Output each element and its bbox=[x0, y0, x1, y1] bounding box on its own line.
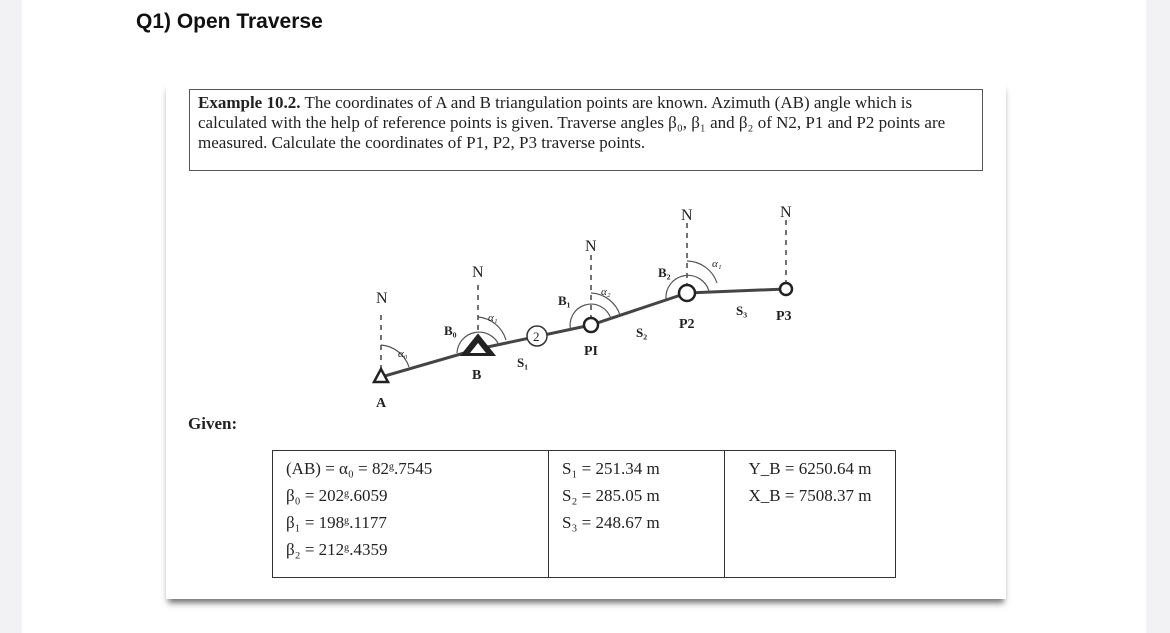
example-label: Example 10.2. bbox=[198, 93, 301, 112]
station-2-label: 2 bbox=[533, 329, 540, 344]
given-col-coords bbox=[725, 451, 896, 578]
side-s3-label: S₃ bbox=[736, 303, 748, 318]
given-beta0: β₀ = 202ᵍ.6059 bbox=[286, 486, 388, 505]
angle-b0-label: B₀ bbox=[444, 323, 457, 338]
point-b-label: B bbox=[472, 368, 482, 383]
example-box bbox=[189, 89, 983, 171]
point-p3-label: P3 bbox=[776, 309, 792, 324]
angle-a2-label: α₂ bbox=[601, 286, 611, 298]
given-beta2: β₂ = 212ᵍ.4359 bbox=[286, 540, 388, 559]
given-values-table bbox=[272, 450, 896, 578]
point-p1-marker bbox=[584, 318, 598, 332]
point-p2-label: P2 bbox=[679, 317, 695, 332]
point-a-label: A bbox=[376, 396, 387, 411]
north-label-b: N bbox=[472, 264, 484, 281]
north-label-p3: N bbox=[780, 204, 792, 221]
given-beta1: β₁ = 198ᵍ.1177 bbox=[286, 513, 387, 532]
point-a-marker bbox=[374, 369, 388, 382]
given-col-angles bbox=[273, 451, 549, 578]
north-label-a: N bbox=[376, 290, 388, 307]
given-xb: X_B = 7508.37 m bbox=[748, 486, 872, 505]
north-label-p2: N bbox=[681, 207, 693, 224]
side-s1-label: S₁ bbox=[517, 355, 529, 370]
traverse-diagram bbox=[166, 175, 986, 415]
given-azimuth: (AB) = α₀ = 82ᵍ.7545 bbox=[286, 459, 433, 478]
given-s3: S₃ = 248.67 m bbox=[562, 513, 660, 532]
point-p3-marker bbox=[780, 283, 792, 295]
given-col-sides bbox=[549, 451, 725, 578]
angle-a3-label: α₁ bbox=[712, 258, 722, 270]
given-s1: S₁ = 251.34 m bbox=[562, 459, 660, 478]
given-label: Given: bbox=[188, 414, 238, 433]
side-s2-label: S₂ bbox=[636, 325, 648, 340]
example-text: The coordinates of A and B triangulation points are known. Azimuth (AB) angle which is calculated with the help of reference points is given. Traverse angles β₀, β₁ and β₂ of N2, P1 and P2 points are measured. Calculate the coordinates of P1, P2, P3 traverse points. bbox=[198, 93, 946, 152]
question-title: Q1) Open Traverse bbox=[136, 10, 323, 33]
point-p2-marker bbox=[679, 285, 695, 301]
angle-a0-label: α₀ bbox=[398, 348, 408, 360]
given-yb: Y_B = 6250.64 m bbox=[748, 459, 872, 478]
angle-a1-label: α₁ bbox=[488, 312, 498, 324]
traverse-line bbox=[381, 289, 786, 377]
given-s2: S₂ = 285.05 m bbox=[562, 486, 660, 505]
north-label-p1: N bbox=[585, 238, 597, 255]
angle-b2-label: B₂ bbox=[658, 265, 671, 280]
point-p1-label: PI bbox=[584, 344, 598, 359]
angle-b1-label: B₁ bbox=[558, 293, 571, 308]
